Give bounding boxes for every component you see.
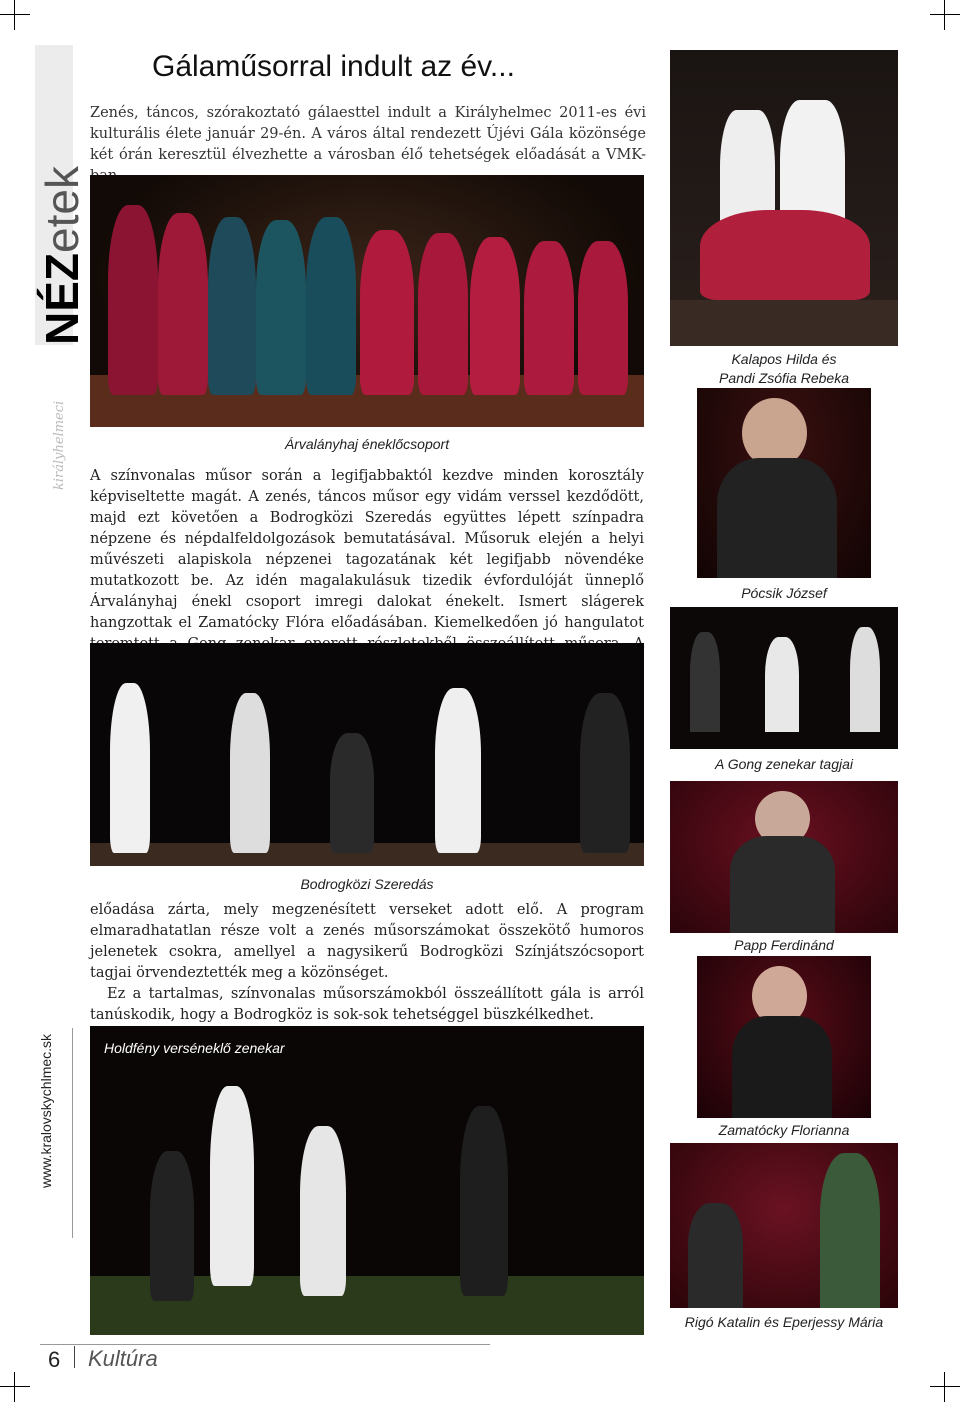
caption-pocsik: Pócsik József [741,585,827,601]
crop-mark-bottom-right [930,1372,960,1402]
photo-gong [670,607,898,749]
side-label: királyhelmeci [52,400,67,490]
paragraph-3: Ez a tartalmas, színvonalas műsorszámokból összeállított gála is arról tanúskodik, hogy a Bodrogköz is sok-sok tehetséggel büszkélkedhet. [90,986,644,1023]
article-title: Gálaműsorral indult az év... [152,50,515,83]
caption-zamatocky: Zamatócky Florianna [718,1122,850,1138]
photo-pocsik [697,388,871,578]
crop-mark-top-right [930,0,960,30]
photo-papp [670,781,898,933]
paragraph-1: A színvonalas műsor során a legifjabbaktól kezdve minden korosztály képviseltette magát. A zenés, táncos műsor egy vidám verssel kezdődött, majd ezt követően a Bodrogközi Szeredás együttes lépett színpadra népzene és népdalfeldolgozások bemutatásával. Műsoruk elején a helyi művészeti alapiskola népzenei tagozatának két legifjabb növendéke mutatkozott be. Az idén magalakulásuk tizedik évfordulóját ünneplő Árvalányhaj énekl csoport imregi dalokat énekelt. Ismert slágerek hangzottak el Zamatócky Flóra előadásában. Kiemelkedően jó hangulatot [90,468,644,631]
paragraph-2: előadása zárta, mely megzenésített verseket adott elő. A program elmaradhatatlan része volt a zenés műsorszámokat összekötő humoros jelenetek csokra, amellyel a nagysikerű Bodrogközi Színjátszócsoport tagjai örvendeztették meg a közönséget. [90,902,644,981]
page-number: 6 [48,1347,61,1372]
crop-mark-bottom-left [0,1372,30,1402]
caption-holdfeny: Holdfény verséneklő zenekar [104,1040,285,1056]
caption-papp: Papp Ferdinánd [734,937,834,953]
caption-arvalanyhaj: Árvalányhaj éneklőcsoport [284,436,450,452]
footer-divider [74,1346,75,1368]
caption-szeredas: Bodrogközi Szeredás [300,876,434,892]
caption-kalapos-2: Pandi Zsófia Rebeka [719,370,849,386]
photo-szeredas [90,643,644,866]
section-name: Kultúra [88,1346,158,1371]
brand-sidebar [35,45,88,345]
article-lead: Zenés, táncos, szórakoztató gálaesttel indult a Királyhelmec 2011-es évi kulturális élete január 29-én. A város által rendezett Újévi Gála közönsége két órán keresztül élvezhette a városban élő tehetségek előadását a VMK- [90,105,646,163]
caption-gong: A Gong zenekar tagjai [714,756,853,772]
brand-logo: NÉZetek [36,166,88,345]
footer-rule [40,1344,490,1345]
photo-arvalanyhaj [90,175,644,427]
crop-mark-top-left [0,0,30,30]
article-body-2 [90,900,644,1026]
photo-holdfeny [90,1026,644,1335]
website-url: www.kralovskychlmec.sk [38,1033,54,1188]
caption-rigo-eperjessy: Rigó Katalin és Eperjessy Mária [684,1314,884,1330]
photo-rigo-eperjessy [670,1143,898,1308]
caption-kalapos-1: Kalapos Hilda és [731,351,837,367]
photo-kalapos-pandi [670,50,898,346]
photo-zamatocky [697,956,871,1118]
sidebar-divider [72,1028,73,1238]
